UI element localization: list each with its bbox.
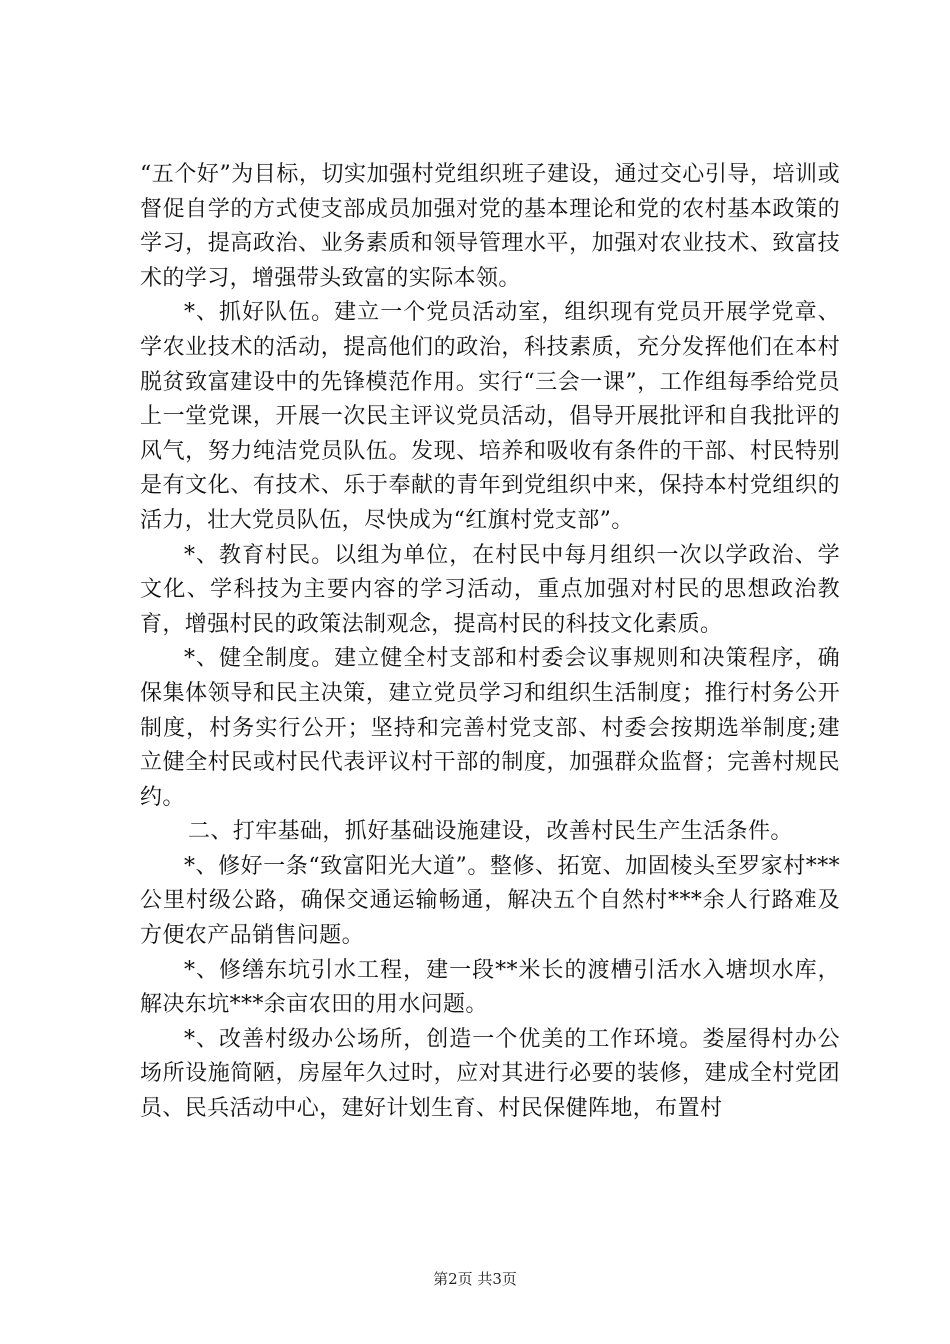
paragraph-educate-villagers: *、教育村民。以组为单位，在村民中每月组织一次以学政治、学文化、学科技为主要内容的学习活动，重点加强对村民的思想政治教育，增强村民的政策法制观念，提高村民的科技文化素质。 (140, 542, 840, 637)
document-body (140, 158, 840, 1127)
paragraph-water-project: *、修缮东坑引水工程，建一段**米长的渡槽引活水入塘坝水库，解决东坑***余亩农田的用水问题。 (140, 957, 840, 1018)
paragraph-team: *、抓好队伍。建立一个党员活动室，组织现有党员开展学党章、学农业技术的活动，提高他们的政治，科技素质，充分发挥他们在本村脱贫致富建设中的先锋模范作用。实行“三会一课”，工作组每季给党员上一堂党课，开展一次民主评议党员活动，倡导开展批评和自我批评的风气，努力纯洁党员队伍。发现、培养和吸收有条件的干部、村民特别是有文化、有技术、乐于奉献的青年到党组织中来，保持本村党组织的活力，壮大党员队伍，尽快成为“红旗村党支部”。 (140, 300, 840, 533)
paragraph-system: *、健全制度。建立健全村支部和村委会议事规则和决策程序，确保集体领导和民主决策，建立党员学习和组织生活制度；推行村务公开制度，村务实行公开；坚持和完善村党支部、村委会按期选举制度;建立健全村民或村民代表评议村干部的制度，加强群众监督；完善村规民约。 (140, 646, 840, 810)
paragraph-road: *、修好一条“致富阳光大道”。整修、拓宽、加固棱头至罗家村***公里村级公路，确保交通运输畅通，解决五个自然村***余人行路难及方便农产品销售问题。 (140, 853, 840, 949)
paragraph-continuation: “五个好”为目标，切实加强村党组织班子建设，通过交心引导，培训或督促自学的方式使支部成员加强对党的基本理论和党的农村基本政策的学习，提高政治、业务素质和领导管理水平，加强对农业技术、致富技术的学习，增强带头致富的实际本领。 (140, 162, 840, 291)
page-footer: 第2页 共3页 (433, 1270, 517, 1288)
section-heading-infrastructure: 二、打牢基础，抓好基础设施建设，改善村民生产生活条件。 (188, 819, 793, 845)
paragraph-office: *、改善村级办公场所，创造一个优美的工作环境。娄屋得村办公场所设施简陋，房屋年久过时，应对其进行必要的装修，建成全村党团员、民兵活动中心，建好计划生育、村民保健阵地，布置村 (140, 1026, 840, 1122)
